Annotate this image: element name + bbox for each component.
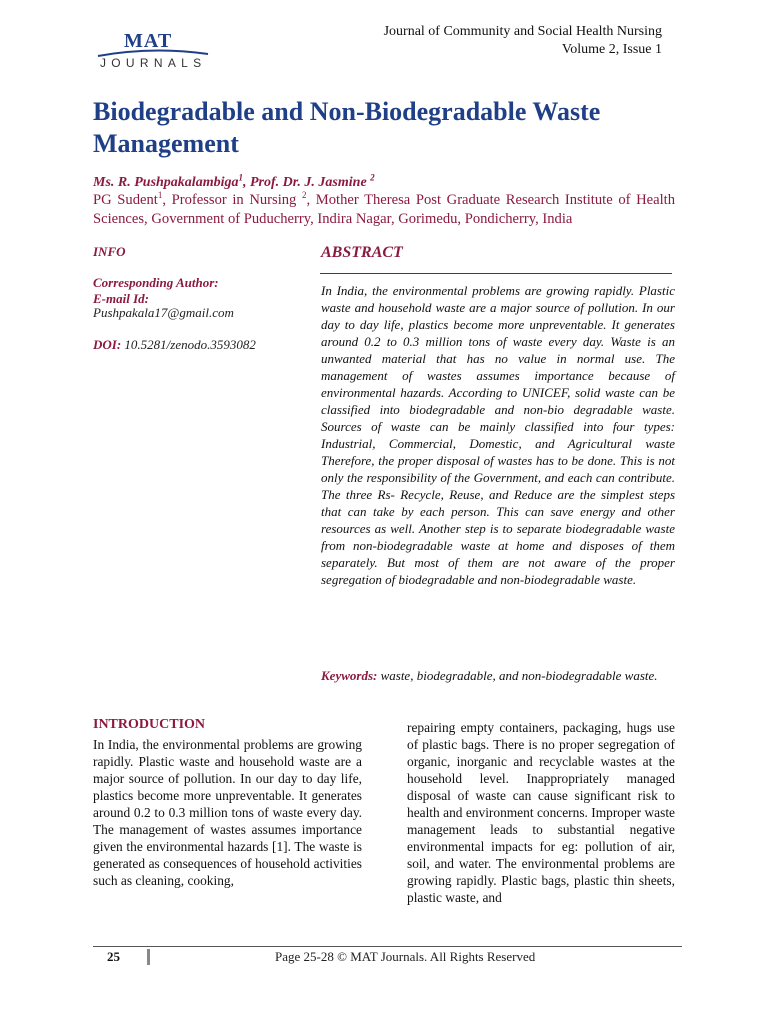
author-affil-marker: 2 [370, 172, 375, 183]
abstract-divider [320, 273, 672, 274]
author-name: Prof. Dr. J. Jasmine [249, 175, 367, 190]
journal-header [384, 23, 662, 59]
corresponding-author-block [93, 275, 219, 307]
author-affil-marker: 1 [238, 172, 243, 183]
article-title: Biodegradable and Non-Biodegradable Waste Management [93, 97, 601, 158]
logo-mat-text: MAT [124, 30, 173, 52]
affiliation-role: PG Sudent [93, 192, 158, 208]
doi-line [93, 337, 256, 353]
affil-marker: 2 [301, 190, 307, 201]
footer-copyright: Page 25-28 © MAT Journals. All Rights Reserved [275, 949, 536, 964]
author-list: Ms. R. Pushpakalambiga$^1$, Prof. Dr. J. Jasmine $^2$ [93, 172, 375, 190]
doi-link[interactable]: 10.5281/zenodo.3593082 [124, 337, 256, 352]
keywords-label: Keywords: [321, 668, 378, 683]
keywords-text: waste, biodegradable, and non-biodegradable waste. [380, 668, 658, 683]
info-label: INFO [93, 244, 126, 259]
affiliation [93, 191, 675, 229]
affiliation-institution: , Mother Theresa Post Graduate Research Institute of Health Sciences, Government of Puducherry, Indira Nagar, Gorimedu, Pondicherry, India [93, 192, 676, 227]
footer-separator-bar [147, 949, 150, 965]
abstract-heading: ABSTRACT [321, 244, 403, 261]
keywords [321, 667, 675, 684]
doi-label: DOI: [93, 337, 122, 352]
footer-divider [93, 946, 682, 947]
journal-logo [96, 30, 210, 74]
journal-name: Journal of Community and Social Health Nursing [383, 24, 662, 39]
logo-journals-text: JOURNALS [100, 56, 207, 70]
volume-issue: Volume 2, Issue 1 [561, 42, 662, 57]
email-label: E-mail Id: [93, 291, 149, 306]
email-link[interactable]: Pushpakala17@gmail.com [93, 305, 234, 320]
body-column-left: In India, the environmental problems are growing rapidly. Plastic waste and household waste are a major source of pollution. In our day to day life, plastics become more unpreventable. It generates around 0.2 to 0.3 million tons of waste every day. The management of wastes assumes importance given the environmental hazards [1]. The waste is generated as consequences of household activities such as cleaning, cooking, [93, 737, 362, 888]
author-name: Ms. R. Pushpakalambiga [93, 175, 239, 190]
body-column-right: repairing empty containers, packaging, hugs use of plastic bags. There is no proper segregation of organic, inorganic and recyclable wastes at the household level. Inappropriately managed disposal of waste can cause significant risk to health and environment concerns. Improper waste management leads to substantial negative environmental impacts for eg: pollution of air, soil, and water. The environmental problems are growing rapidly. Plastic bags, plastic thin sheets, plastic waste, and [407, 720, 675, 905]
abstract-text: In India, the environmental problems are growing rapidly. Plastic waste and household waste are a major source of pollution. In our day to day life, plastics become more unpreventable. It generates around 0.2 to 0.3 million tons of waste every day. Waste is an unwanted material that has no value in normal use. The management of wastes assumes importance because of environmental hazards. According to UNICEF, solid waste can be classified into biodegradable and non-bio degradable waste. Sources of waste can be mainly classified into four types: Industrial, Commercial, Domestic, and Agricultural waste Therefore, the proper disposal of wastes has to be done. This is not only the responsibility of the Government, and each can contribute. The three Rs- Recycle, Reuse, and Reduce are the simplest steps that can take by each person. This can save energy and other resources as well. Another step is to separate biodegradable waste from non-biodegradable waste at home and disposes of them separately. But most of them are not aware of the proper segregation of biodegradable and non-biodegradable waste. [321, 283, 675, 587]
affiliation-role: , Professor in Nursing [162, 192, 302, 208]
page-number: 25 [107, 949, 120, 964]
corresponding-author-label: Corresponding Author: [93, 275, 219, 290]
introduction-heading: INTRODUCTION [93, 717, 206, 732]
affil-marker: 1 [157, 190, 163, 201]
